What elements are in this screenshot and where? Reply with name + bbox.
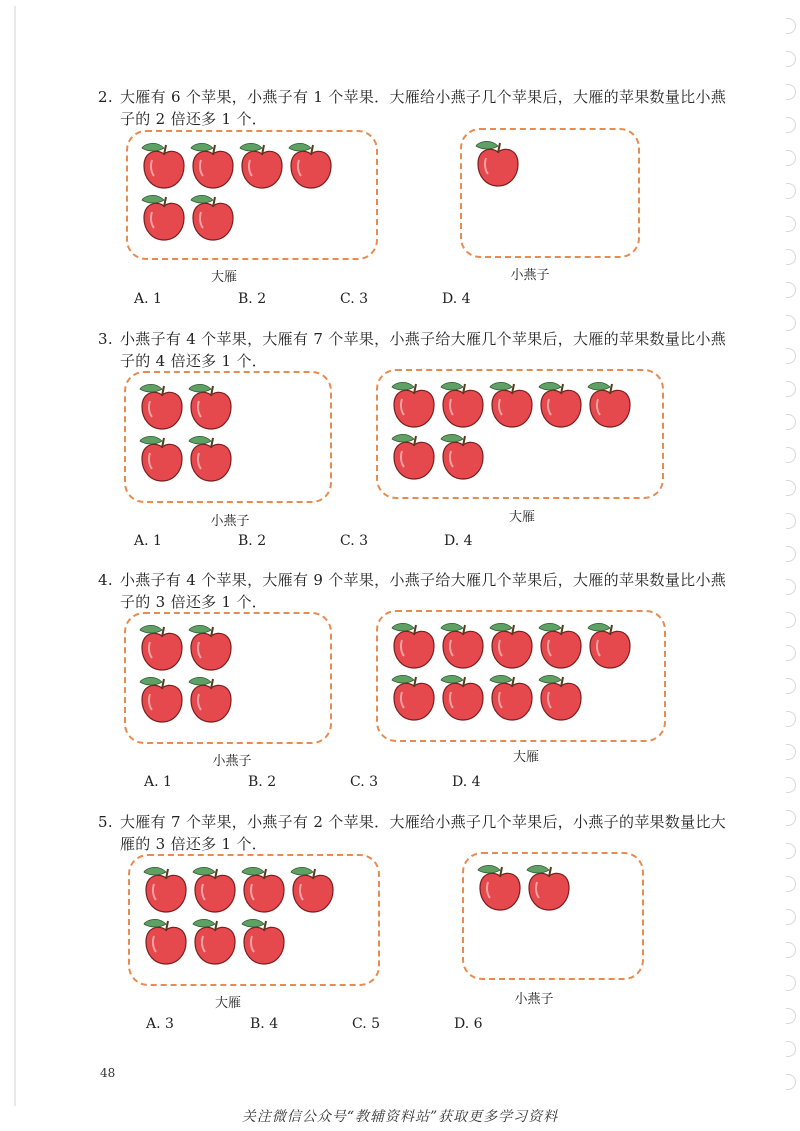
question-text (98, 811, 738, 855)
apple-icon (486, 381, 538, 431)
question-line-2: 子的 3 倍还多 1 个． (120, 593, 268, 611)
binding-ring (786, 282, 796, 298)
question-line-2: 子的 2 倍还多 1 个． (120, 110, 268, 128)
apple-box-right (462, 852, 644, 980)
option-b[interactable]: B. 2 (238, 291, 267, 307)
apple-box-left (124, 371, 332, 503)
binding-ring (786, 612, 796, 628)
question-line-2: 雁的 3 倍还多 1 个． (120, 835, 268, 853)
apple-icon (486, 622, 538, 672)
apple-icon (437, 433, 489, 483)
box-label-left: 大雁 (214, 996, 242, 1011)
apple-icon (388, 433, 440, 483)
question-line-1: 大雁有 7 个苹果，小燕子有 2 个苹果．大雁给小燕子几个苹果后，小燕子的苹果数量比大 (120, 813, 727, 831)
spiral-binding (784, 18, 800, 1098)
binding-ring (786, 909, 796, 925)
apple-icon (136, 435, 188, 485)
binding-ring (786, 1041, 796, 1057)
question-line-1: 小燕子有 4 个苹果，大雁有 7 个苹果，小燕子给大雁几个苹果后，大雁的苹果数量比小燕 (120, 330, 727, 348)
apple-icon (388, 622, 440, 672)
question-text (98, 328, 738, 372)
option-d[interactable]: D. 6 (454, 1016, 483, 1032)
footer-note: 关注微信公众号“教辅资料站”获取更多学习资料 (241, 1109, 559, 1125)
binding-ring (786, 150, 796, 166)
apple-icon (535, 622, 587, 672)
apple-icon (388, 381, 440, 431)
box-label-left: 小燕子 (210, 514, 250, 529)
binding-ring (786, 645, 796, 661)
box-label-left: 小燕子 (212, 754, 252, 769)
apple-icon (535, 381, 587, 431)
apple-box-left (126, 130, 378, 260)
apple-icon (136, 676, 188, 726)
question-number: 5. (98, 813, 113, 831)
page-edge (14, 6, 16, 1106)
question-line-1: 小燕子有 4 个苹果，大雁有 9 个苹果，小燕子给大雁几个苹果后，大雁的苹果数量比小燕 (120, 571, 727, 589)
apple-icon (238, 918, 290, 968)
option-c[interactable]: C. 5 (352, 1016, 381, 1032)
apple-icon (472, 140, 524, 190)
apple-icon (185, 435, 237, 485)
apple-icon (140, 918, 192, 968)
binding-ring (786, 876, 796, 892)
apple-icon (474, 864, 526, 914)
binding-ring (786, 51, 796, 67)
binding-ring (786, 678, 796, 694)
question-text (98, 86, 738, 130)
option-c[interactable]: C. 3 (340, 533, 369, 549)
option-a[interactable]: A. 1 (144, 774, 172, 790)
apple-icon (185, 624, 237, 674)
binding-ring (786, 777, 796, 793)
apple-box-left (128, 854, 380, 986)
apple-icon (238, 866, 290, 916)
apple-icon (236, 142, 288, 192)
question-text (98, 569, 738, 613)
binding-ring (786, 843, 796, 859)
binding-ring (786, 315, 796, 331)
binding-ring (786, 381, 796, 397)
binding-ring (786, 183, 796, 199)
apple-icon (486, 674, 538, 724)
binding-ring (786, 513, 796, 529)
apple-icon (523, 864, 575, 914)
binding-ring (786, 579, 796, 595)
apple-icon (388, 674, 440, 724)
option-d[interactable]: D. 4 (442, 291, 471, 307)
binding-ring (786, 942, 796, 958)
binding-ring (786, 216, 796, 232)
binding-ring (786, 1008, 796, 1024)
box-label-right: 小燕子 (510, 268, 550, 283)
binding-ring (786, 711, 796, 727)
box-label-right: 大雁 (512, 750, 540, 765)
apple-box-left (124, 612, 332, 744)
question-line-1: 大雁有 6 个苹果，小燕子有 1 个苹果．大雁给小燕子几个苹果后，大雁的苹果数量比小燕 (120, 88, 727, 106)
apple-icon (535, 674, 587, 724)
question-number: 2. (98, 88, 113, 106)
apple-icon (138, 194, 190, 244)
box-label-right: 大雁 (508, 510, 536, 525)
page-number: 48 (100, 1066, 116, 1080)
apple-icon (287, 866, 339, 916)
apple-icon (285, 142, 337, 192)
question-line-2: 子的 4 倍还多 1 个． (120, 352, 268, 370)
binding-ring (786, 546, 796, 562)
option-c[interactable]: C. 3 (350, 774, 379, 790)
apple-icon (187, 194, 239, 244)
box-label-left: 大雁 (210, 270, 238, 285)
apple-icon (584, 381, 636, 431)
apple-icon (185, 383, 237, 433)
binding-ring (786, 348, 796, 364)
apple-icon (185, 676, 237, 726)
binding-ring (786, 84, 796, 100)
question-number: 3. (98, 330, 113, 348)
apple-icon (189, 866, 241, 916)
binding-ring (786, 249, 796, 265)
box-label-right: 小燕子 (514, 992, 554, 1007)
apple-icon (140, 866, 192, 916)
apple-icon (136, 383, 188, 433)
binding-ring (786, 18, 796, 34)
option-a[interactable]: A. 3 (146, 1016, 174, 1032)
option-d[interactable]: D. 4 (444, 533, 473, 549)
option-b[interactable]: B. 2 (248, 774, 277, 790)
apple-box-right (376, 610, 666, 742)
binding-ring (786, 744, 796, 760)
binding-ring (786, 117, 796, 133)
binding-ring (786, 414, 796, 430)
option-b[interactable]: B. 4 (250, 1016, 279, 1032)
apple-icon (138, 142, 190, 192)
option-a[interactable]: A. 1 (134, 291, 162, 307)
binding-ring (786, 810, 796, 826)
apple-icon (437, 381, 489, 431)
binding-ring (786, 1074, 796, 1090)
option-d[interactable]: D. 4 (452, 774, 481, 790)
apple-icon (437, 674, 489, 724)
apple-box-right (376, 369, 664, 499)
binding-ring (786, 447, 796, 463)
apple-box-right (460, 128, 640, 258)
question-number: 4. (98, 571, 113, 589)
apple-icon (437, 622, 489, 672)
binding-ring (786, 480, 796, 496)
apple-icon (584, 622, 636, 672)
option-a[interactable]: A. 1 (134, 533, 162, 549)
apple-icon (187, 142, 239, 192)
option-b[interactable]: B. 2 (238, 533, 267, 549)
binding-ring (786, 975, 796, 991)
option-c[interactable]: C. 3 (340, 291, 369, 307)
apple-icon (189, 918, 241, 968)
apple-icon (136, 624, 188, 674)
